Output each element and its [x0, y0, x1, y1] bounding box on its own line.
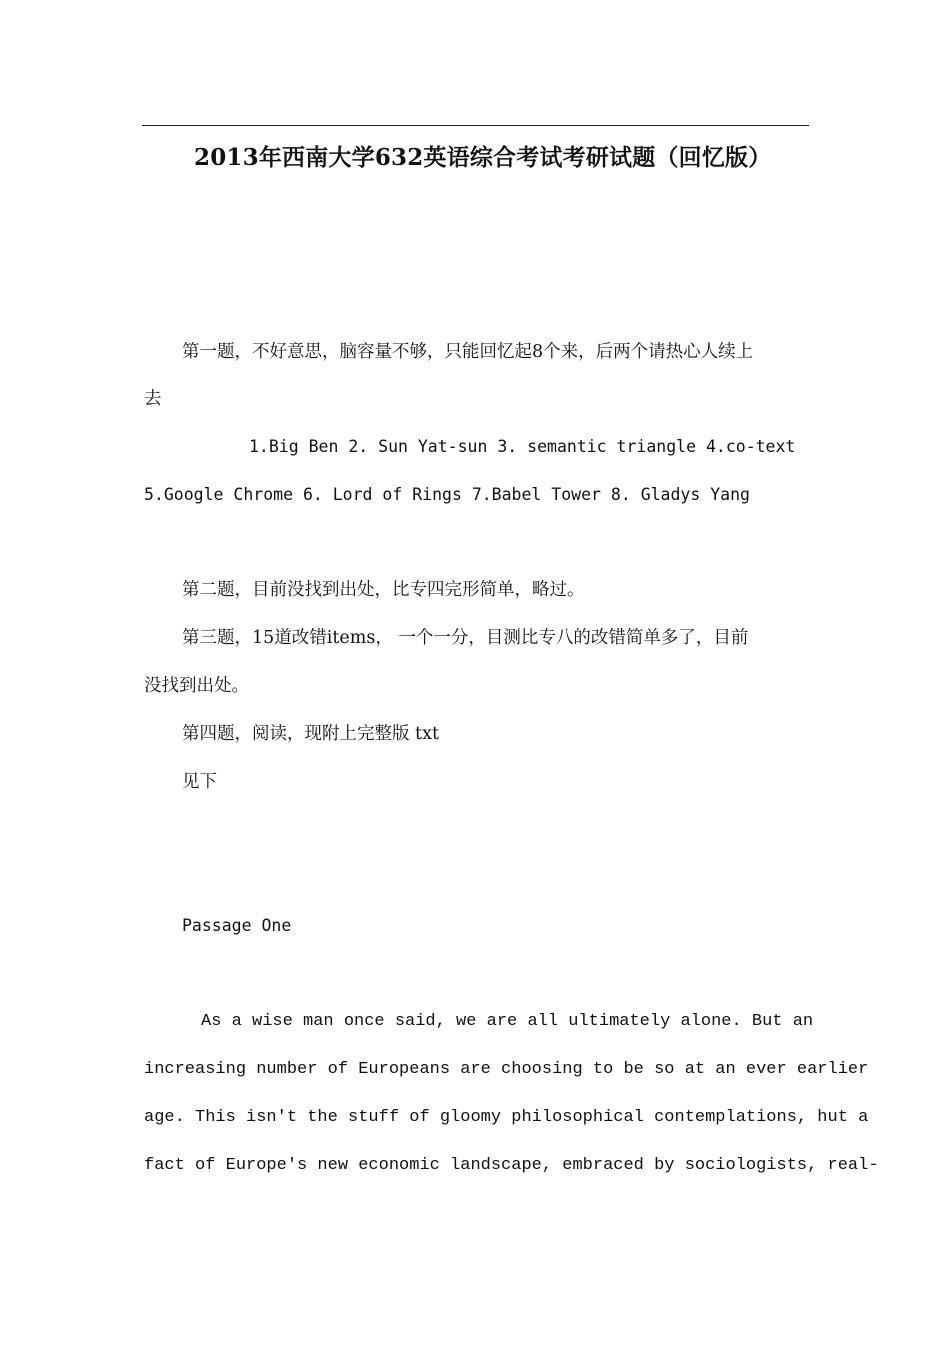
see-below-text: 见下: [182, 772, 217, 792]
question-1-items-line-1: 1.Big Ben 2. Sun Yat-sun 3. semantic triangle 4.co-text: [249, 437, 796, 456]
page-title: 2013年西南大学632英语综合考试考研试题（回忆版）: [194, 144, 772, 171]
question-1-text: 第一题，不好意思，脑容量不够，只能回忆起8个来，后两个请热心人续上: [182, 342, 754, 362]
question-2-text: 第二题，目前没找到出处，比专四完形简单，略过。: [182, 580, 585, 600]
header-rule: [142, 125, 809, 126]
question-3-text-continued: 没找到出处。: [144, 676, 249, 696]
question-1-items-line-2: 5.Google Chrome 6. Lord of Rings 7.Babel Tower 8. Gladys Yang: [144, 485, 750, 504]
passage-line-1: As a wise man once said, we are all ultimately alone. But an: [201, 1012, 814, 1031]
question-4-text: 第四题，阅读，现附上完整版 txt: [182, 724, 439, 744]
question-3-text: 第三题，15道改错items， 一个一分，目测比专八的改错简单多了，目前: [182, 628, 749, 648]
passage-line-3: age. This isn't the stuff of gloomy philosophical contemplations, hut a: [144, 1108, 869, 1127]
passage-line-4: fact of Europe's new economic landscape, embraced by sociologists, real-: [144, 1156, 879, 1175]
question-1-text-continued: 去: [144, 389, 162, 409]
passage-line-2: increasing number of Europeans are choosing to be so at an ever earlier: [144, 1060, 869, 1079]
passage-title: Passage One: [182, 916, 292, 935]
